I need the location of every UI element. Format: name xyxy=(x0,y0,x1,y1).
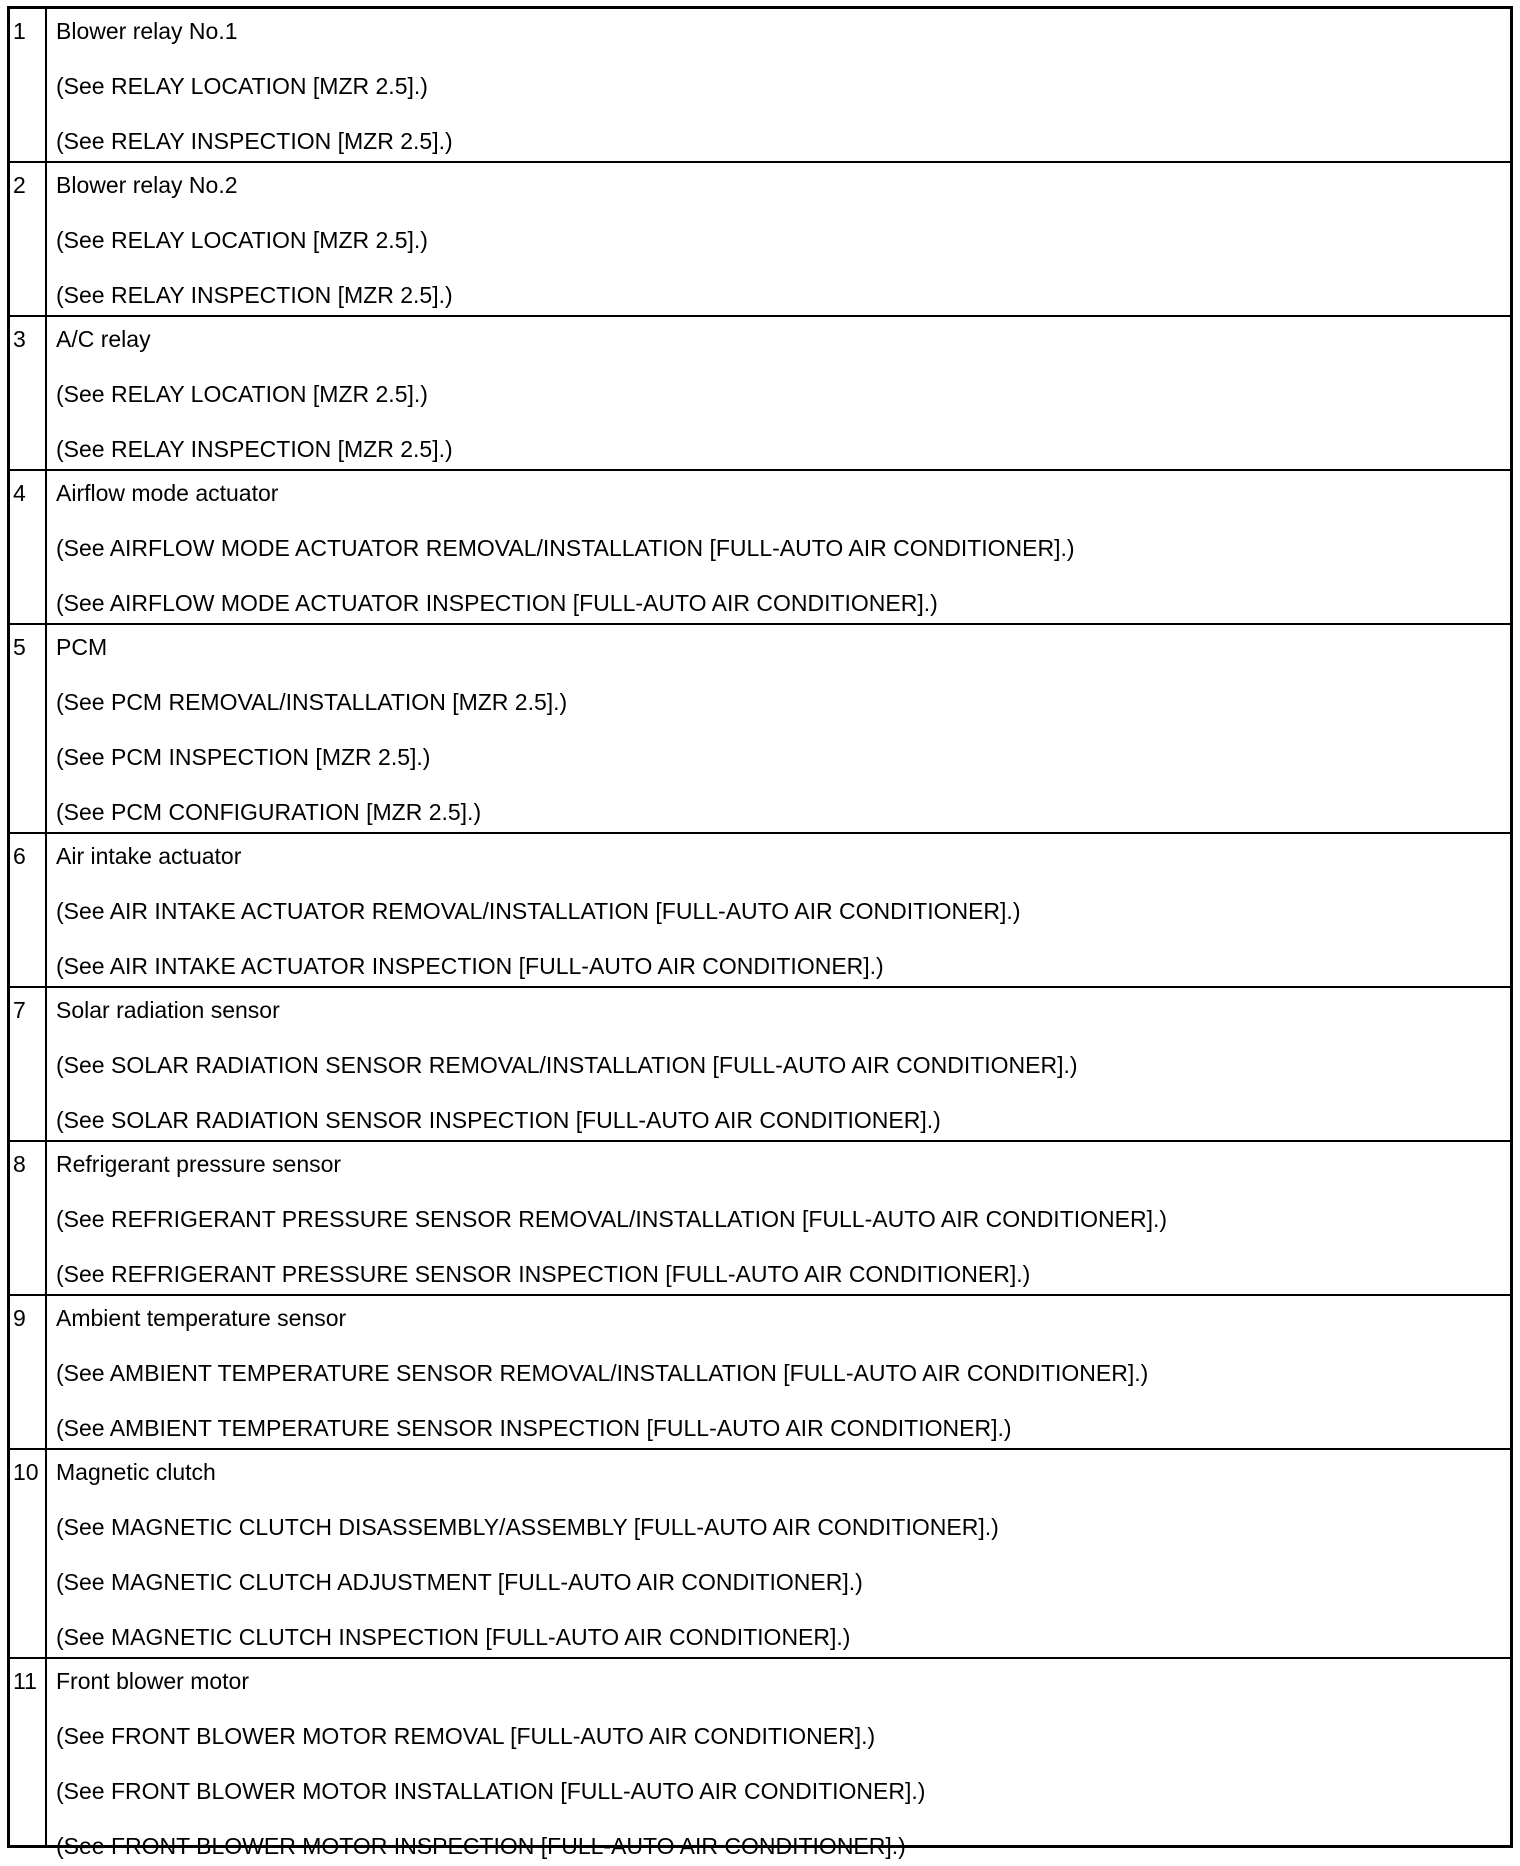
reference-link[interactable]: (See MAGNETIC CLUTCH ADJUSTMENT [FULL-AUTO AIR CONDITIONER].) xyxy=(56,1569,863,1595)
item-number: 6 xyxy=(10,833,46,987)
reference-link[interactable]: (See PCM REMOVAL/INSTALLATION [MZR 2.5].) xyxy=(56,689,568,715)
table-row xyxy=(10,833,1510,987)
reference-link[interactable]: (See FRONT BLOWER MOTOR INSTALLATION [FULL-AUTO AIR CONDITIONER].) xyxy=(56,1778,926,1804)
item-number: 11 xyxy=(10,1658,46,1866)
reference-link[interactable]: (See MAGNETIC CLUTCH INSPECTION [FULL-AUTO AIR CONDITIONER].) xyxy=(56,1624,851,1650)
item-number: 10 xyxy=(10,1449,46,1658)
reference-link[interactable]: (See AIRFLOW MODE ACTUATOR REMOVAL/INSTALLATION [FULL-AUTO AIR CONDITIONER].) xyxy=(56,535,1075,561)
reference-link[interactable]: (See PCM INSPECTION [MZR 2.5].) xyxy=(56,744,431,770)
reference-link[interactable]: (See SOLAR RADIATION SENSOR REMOVAL/INSTALLATION [FULL-AUTO AIR CONDITIONER].) xyxy=(56,1052,1078,1078)
reference-link[interactable]: (See AMBIENT TEMPERATURE SENSOR REMOVAL/INSTALLATION [FULL-AUTO AIR CONDITIONER].) xyxy=(56,1360,1149,1386)
table-row xyxy=(10,9,1510,162)
reference-link[interactable]: (See RELAY INSPECTION [MZR 2.5].) xyxy=(56,128,453,154)
item-content xyxy=(46,1141,1510,1295)
table-row xyxy=(10,1658,1510,1866)
item-number: 1 xyxy=(13,18,26,44)
reference-link[interactable]: (See AIR INTAKE ACTUATOR INSPECTION [FULL-AUTO AIR CONDITIONER].) xyxy=(56,953,884,979)
item-content xyxy=(46,624,1510,833)
table-row xyxy=(10,1449,1510,1658)
item-content xyxy=(46,9,1510,162)
table-row xyxy=(10,162,1510,316)
item-content xyxy=(46,833,1510,987)
table-body xyxy=(10,9,1510,1866)
table-row xyxy=(10,470,1510,624)
component-reference-table xyxy=(7,6,1513,1859)
reference-link[interactable]: (See RELAY LOCATION [MZR 2.5].) xyxy=(56,227,428,253)
component-name: Ambient temperature sensor xyxy=(56,1305,347,1331)
component-name: PCM xyxy=(56,634,108,660)
reference-link[interactable]: (See SOLAR RADIATION SENSOR INSPECTION [FULL-AUTO AIR CONDITIONER].) xyxy=(56,1107,941,1133)
reference-link[interactable]: (See RELAY INSPECTION [MZR 2.5].) xyxy=(56,282,453,308)
component-name: Airflow mode actuator xyxy=(56,480,279,506)
table-row xyxy=(10,987,1510,1141)
item-content xyxy=(46,316,1510,470)
item-number: 5 xyxy=(10,624,46,833)
item-content xyxy=(46,1295,1510,1449)
component-name: A/C relay xyxy=(56,326,151,352)
table-row xyxy=(10,1295,1510,1449)
item-number: 9 xyxy=(10,1295,46,1449)
item-number: 8 xyxy=(10,1141,46,1295)
reference-link[interactable]: (See REFRIGERANT PRESSURE SENSOR INSPECTION [FULL-AUTO AIR CONDITIONER].) xyxy=(56,1261,1031,1287)
table-row xyxy=(10,1141,1510,1295)
reference-link[interactable]: (See RELAY LOCATION [MZR 2.5].) xyxy=(56,73,428,99)
table-row xyxy=(10,624,1510,833)
item-content xyxy=(46,1658,1510,1866)
reference-link[interactable]: (See AMBIENT TEMPERATURE SENSOR INSPECTION [FULL-AUTO AIR CONDITIONER].) xyxy=(56,1415,1012,1441)
reference-link[interactable]: (See FRONT BLOWER MOTOR REMOVAL [FULL-AUTO AIR CONDITIONER].) xyxy=(56,1723,876,1749)
component-name: Blower relay No.2 xyxy=(56,172,238,198)
item-content xyxy=(46,162,1510,316)
reference-link[interactable]: (See PCM CONFIGURATION [MZR 2.5].) xyxy=(56,799,482,825)
component-name: Front blower motor xyxy=(56,1668,250,1694)
reference-link[interactable]: (See RELAY LOCATION [MZR 2.5].) xyxy=(56,381,428,407)
component-name: Refrigerant pressure sensor xyxy=(56,1151,342,1177)
reference-link[interactable]: (See AIRFLOW MODE ACTUATOR INSPECTION [FULL-AUTO AIR CONDITIONER].) xyxy=(56,590,938,616)
reference-link[interactable]: (See FRONT BLOWER MOTOR INSPECTION [FULL-AUTO AIR CONDITIONER].) xyxy=(56,1833,906,1859)
reference-link[interactable]: (See REFRIGERANT PRESSURE SENSOR REMOVAL/INSTALLATION [FULL-AUTO AIR CONDITIONER].) xyxy=(56,1206,1168,1232)
reference-link[interactable]: (See MAGNETIC CLUTCH DISASSEMBLY/ASSEMBLY [FULL-AUTO AIR CONDITIONER].) xyxy=(56,1514,999,1540)
item-number: 7 xyxy=(10,987,46,1141)
items-table xyxy=(10,9,1510,1866)
item-number: 3 xyxy=(10,316,46,470)
reference-link[interactable]: (See RELAY INSPECTION [MZR 2.5].) xyxy=(56,436,453,462)
component-name: Blower relay No.1 xyxy=(56,18,238,44)
component-name: Solar radiation sensor xyxy=(56,997,280,1023)
item-number: 4 xyxy=(10,470,46,624)
reference-link[interactable]: (See AIR INTAKE ACTUATOR REMOVAL/INSTALLATION [FULL-AUTO AIR CONDITIONER].) xyxy=(56,898,1021,924)
item-content xyxy=(46,470,1510,624)
component-name: Magnetic clutch xyxy=(56,1459,216,1485)
item-content xyxy=(46,987,1510,1141)
component-name: Air intake actuator xyxy=(56,843,242,869)
item-number: 2 xyxy=(10,162,46,316)
table-row xyxy=(10,316,1510,470)
item-content xyxy=(46,1449,1510,1658)
